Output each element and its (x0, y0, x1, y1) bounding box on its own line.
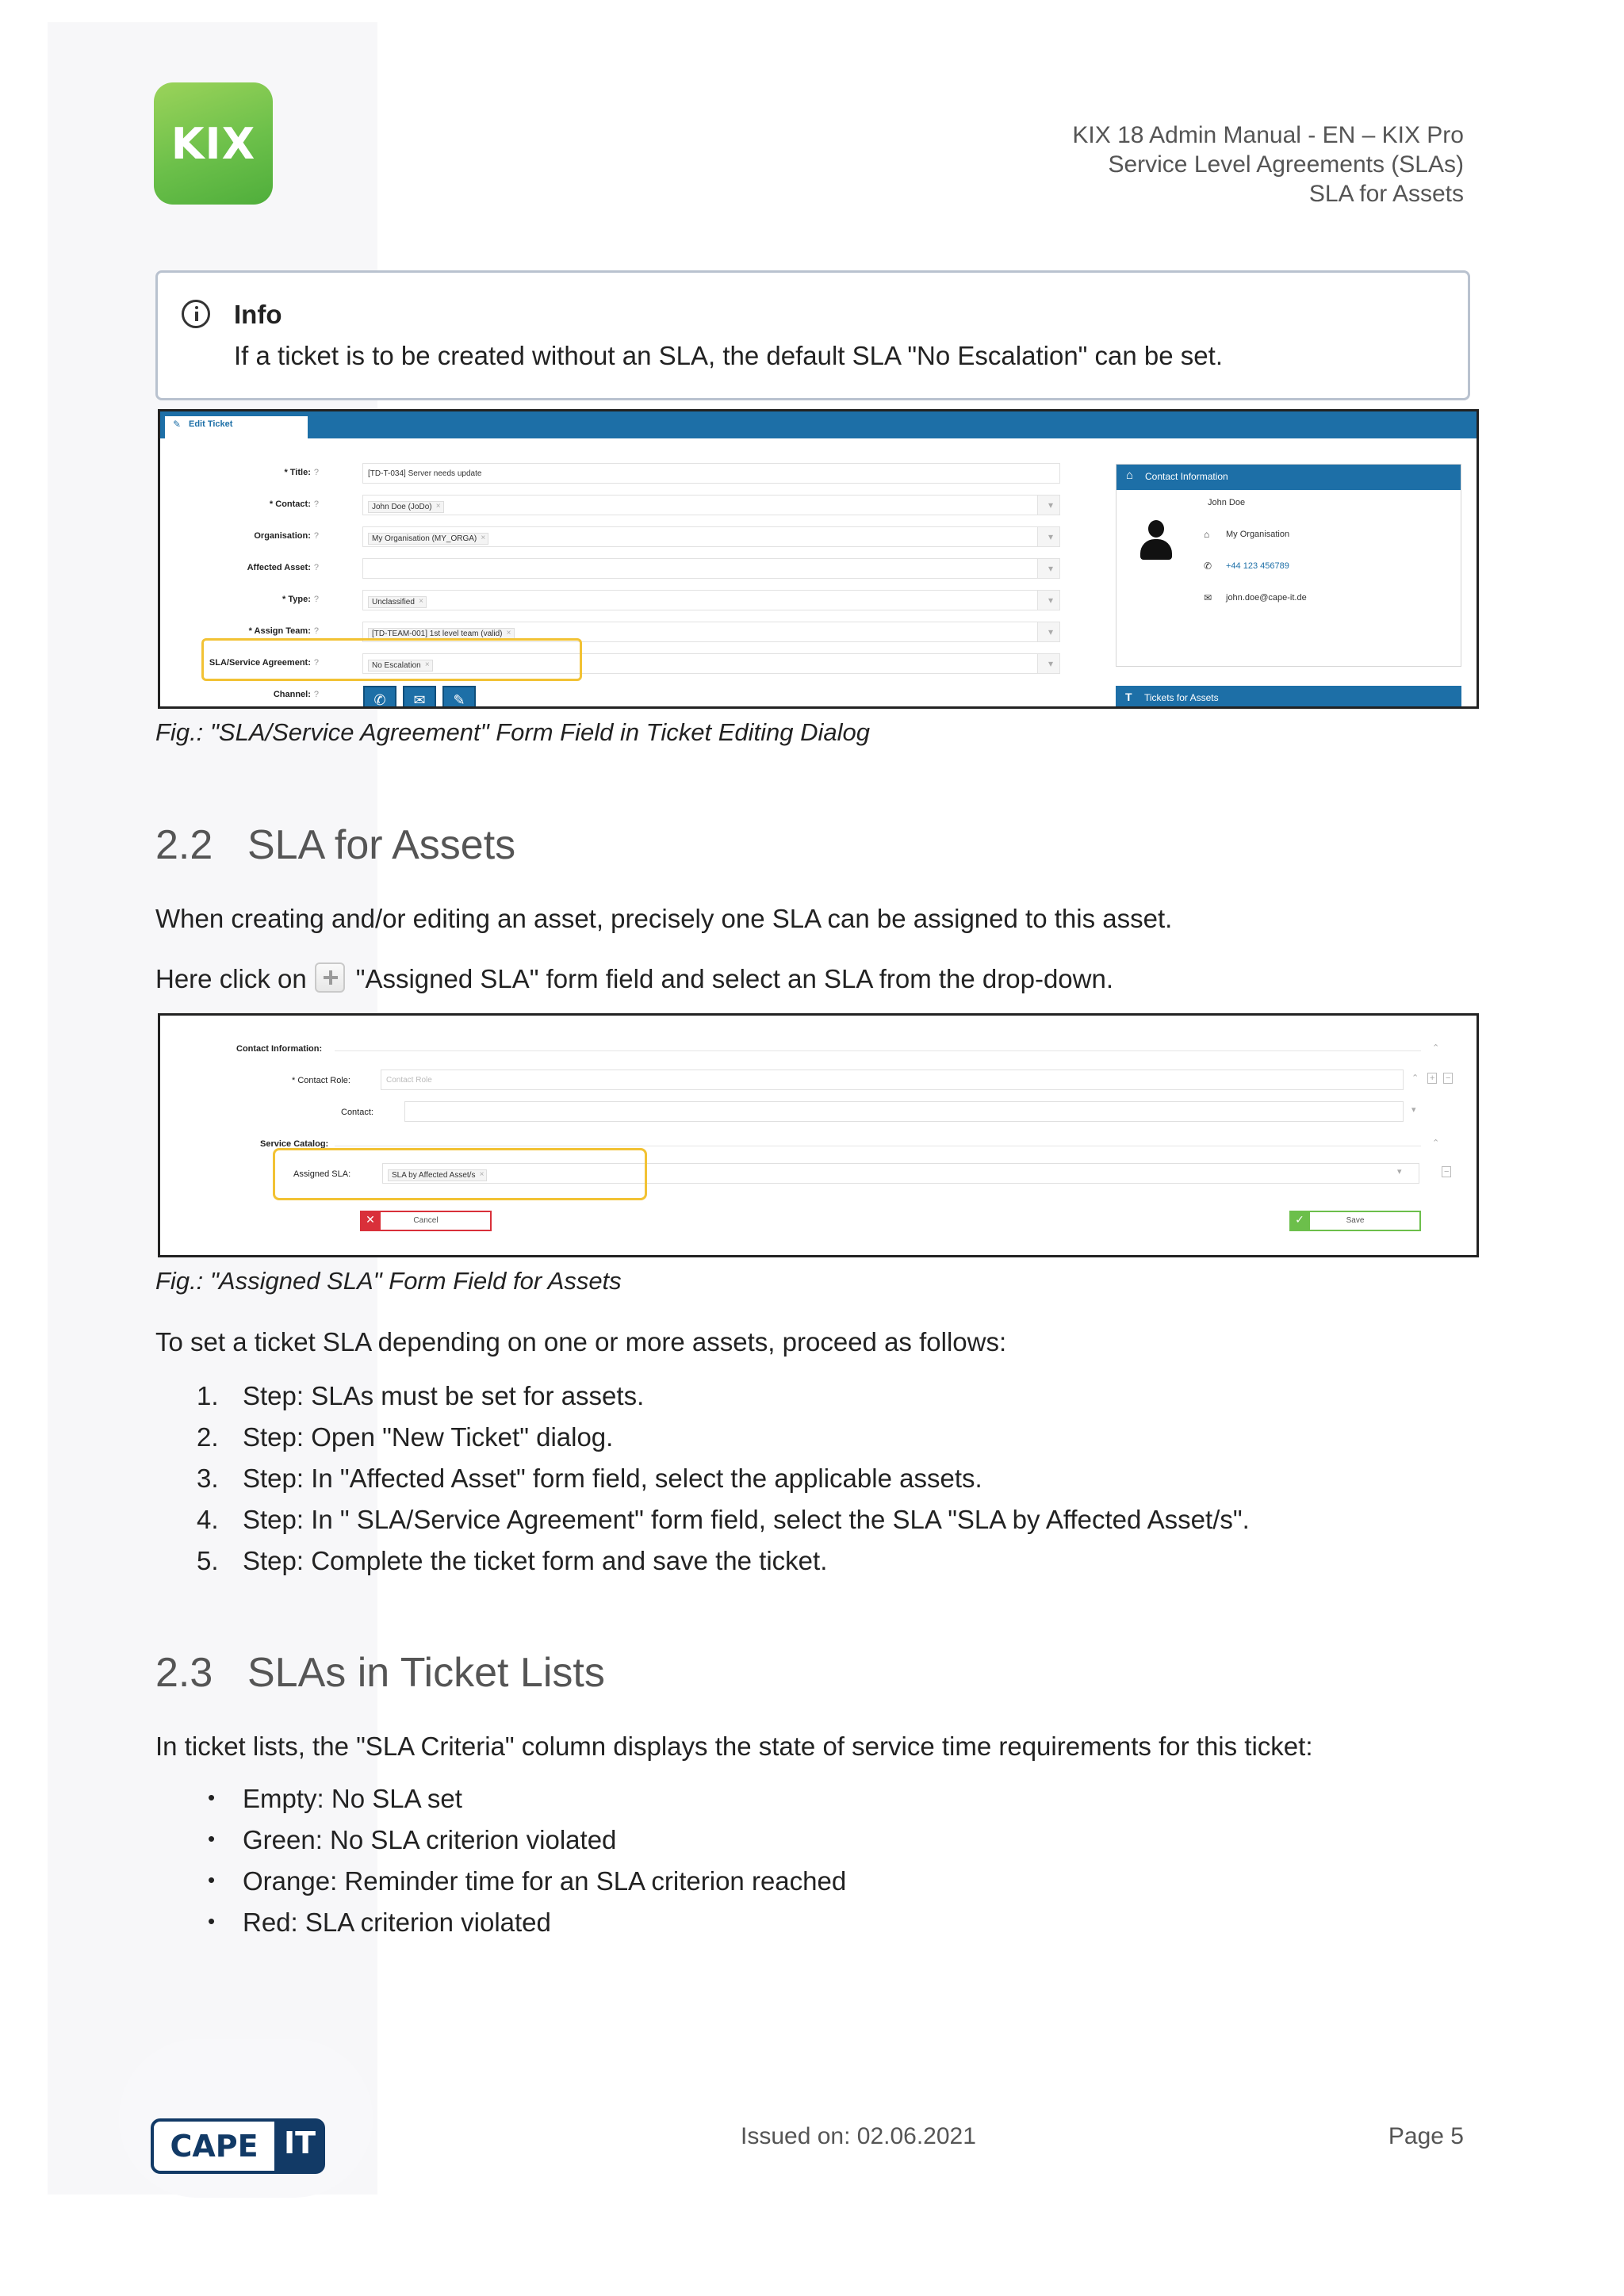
contact-role-input[interactable]: Contact Role (381, 1070, 1404, 1090)
tickets-for-assets-panel[interactable]: T Tickets for Assets (1116, 686, 1461, 709)
field-label: * Assign Team: (248, 626, 311, 636)
help-icon: ? (313, 626, 319, 636)
title-input[interactable]: [TD-T-034] Server needs update (362, 463, 1060, 484)
list-item: 4. Step: In " SLA/Service Agreement" form field, select the SLA "SLA by Affected Asset/s". (197, 1505, 1250, 1534)
form-row-contact (160, 494, 1112, 518)
steps-list (197, 1381, 1250, 1587)
contact-name: John Doe (1208, 498, 1246, 507)
contact-phone[interactable]: +44 123 456789 (1226, 561, 1289, 571)
section-number: 2.3 (155, 1650, 213, 1696)
cape-it-logo: CAPE IT (151, 2118, 325, 2174)
collapse-icon[interactable]: ⌃ (1432, 1043, 1440, 1053)
list-item: 2. Step: Open "New Ticket" dialog. (197, 1422, 614, 1452)
home-icon: ⌂ (1204, 529, 1210, 540)
contact-label: Contact: (341, 1108, 373, 1117)
form-row-affected-asset (160, 557, 1112, 581)
form-row-channel (160, 684, 1112, 708)
assigned-sla-highlight (273, 1148, 647, 1200)
info-text: If a ticket is to be created without an SLA, the default SLA "No Escalation" can be set. (234, 341, 1223, 370)
list-item: 3. Step: In "Affected Asset" form field, select the applicable assets. (197, 1464, 982, 1493)
header-line-2: Service Level Agreements (SLAs) (1108, 151, 1464, 178)
info-box (155, 270, 1470, 400)
help-icon: ? (313, 531, 319, 541)
contact-information-label: Contact Information: (236, 1044, 323, 1054)
field-label: Affected Asset: (247, 563, 311, 572)
sla-field-highlight (201, 638, 582, 681)
contact-input[interactable] (404, 1101, 1404, 1122)
person-icon (1139, 520, 1174, 563)
kix-logo: KIX (154, 82, 273, 205)
contact-panel-title: ⌂ Contact Information (1116, 465, 1461, 490)
organisation-select[interactable] (362, 526, 1060, 547)
dialog-tab-bar (160, 411, 1477, 438)
field-label: * Type: (282, 595, 311, 604)
check-icon: ✓ (1289, 1211, 1310, 1231)
assigned-sla-chip[interactable]: SLA by Affected Asset/s × (388, 1169, 487, 1181)
collapse-icon[interactable]: ⌃ (1432, 1138, 1440, 1148)
affected-asset-select[interactable] (362, 558, 1060, 579)
section-title: SLAs in Ticket Lists (247, 1650, 605, 1696)
plus-icon (315, 962, 345, 993)
cancel-button[interactable]: ✕ Cancel (360, 1211, 492, 1231)
tab-edit-ticket[interactable]: ✎ Edit Ticket (165, 416, 308, 438)
list-item: 5. Step: Complete the ticket form and save the ticket. (197, 1546, 828, 1575)
issued-date: Issued on: 02.06.2021 (741, 2123, 976, 2149)
section23-paragraph: In ticket lists, the "SLA Criteria" column displays the state of service time requirements for this ticket: (155, 1732, 1313, 1761)
save-button[interactable]: ✓ Save (1289, 1211, 1421, 1231)
contact-select[interactable] (362, 495, 1060, 515)
field-label: Organisation: (254, 531, 311, 541)
service-catalog-label: Service Catalog: (260, 1139, 329, 1149)
section-2-2-heading (155, 821, 515, 869)
edit-ticket-screenshot (158, 409, 1479, 709)
section-number: 2.2 (155, 822, 213, 868)
assigned-sla-label: Assigned SLA: (293, 1169, 351, 1179)
contact-email[interactable]: john.doe@cape-it.de (1226, 593, 1307, 603)
chevron-down-icon[interactable]: ▾ (1411, 1105, 1416, 1115)
form-row-type (160, 589, 1112, 613)
form-row-title (160, 462, 1112, 486)
field-label: * Contact: (269, 499, 311, 509)
field-label: SLA/Service Agreement: (209, 658, 311, 668)
email-icon: ✉ (1204, 592, 1212, 603)
sla-criteria-list (208, 1784, 846, 1949)
header-line-1: KIX 18 Admin Manual - EN – KIX Pro (1072, 122, 1464, 148)
steps-intro: To set a ticket SLA depending on one or more assets, proceed as follows: (155, 1327, 1007, 1357)
help-icon: ? (313, 658, 319, 668)
figure2-caption: Fig.: "Assigned SLA" Form Field for Assets (155, 1267, 622, 1295)
field-label: Channel: (273, 690, 311, 699)
contact-information-panel (1116, 464, 1461, 667)
chevron-down-icon[interactable]: ▾ (1397, 1167, 1402, 1177)
header-line-3: SLA for Assets (1308, 181, 1464, 207)
help-icon: ? (313, 690, 319, 699)
list-item: • Green: No SLA criterion violated (208, 1825, 846, 1866)
section22-paragraph-1: When creating and/or editing an asset, precisely one SLA can be assigned to this asset. (155, 904, 1173, 933)
remove-icon[interactable]: − (1442, 1166, 1451, 1177)
list-item: 1. Step: SLAs must be set for assets. (197, 1381, 645, 1410)
assigned-sla-screenshot (158, 1013, 1479, 1257)
list-item: • Orange: Reminder time for an SLA criterion reached (208, 1866, 846, 1908)
page-number: Page 5 (1388, 2123, 1464, 2149)
channel-phone-button[interactable]: ✆ (363, 686, 396, 709)
form-row-organisation (160, 526, 1112, 549)
contact-chip[interactable]: John Doe (JoDo) × (368, 501, 444, 513)
cancel-icon: ✕ (360, 1211, 381, 1231)
help-icon: ? (313, 595, 319, 604)
collapse-icon[interactable]: ⌃ (1411, 1073, 1419, 1083)
list-item: • Red: SLA criterion violated (208, 1908, 846, 1949)
section22-paragraph-2: Here click on "Assigned SLA" form field and select an SLA from the drop-down. (155, 964, 1114, 993)
field-label: * Title: (284, 468, 311, 477)
channel-note-button[interactable]: ✎ (442, 686, 476, 709)
type-chip[interactable]: Unclassified × (368, 596, 427, 608)
team-chip[interactable]: [TD-TEAM-001] 1st level team (valid) × (368, 628, 515, 640)
info-icon (182, 300, 210, 328)
help-icon: ? (313, 468, 319, 477)
list-item: • Empty: No SLA set (208, 1784, 846, 1825)
section-title: SLA for Assets (247, 822, 516, 868)
phone-icon: ✆ (1204, 561, 1212, 572)
help-icon: ? (313, 499, 319, 509)
add-icon[interactable]: + (1427, 1073, 1437, 1084)
type-select[interactable] (362, 590, 1060, 610)
help-icon: ? (313, 563, 319, 572)
section-2-3-heading (155, 1649, 605, 1697)
organisation-chip[interactable]: My Organisation (MY_ORGA) × (368, 533, 488, 545)
figure1-caption: Fig.: "SLA/Service Agreement" Form Field in Ticket Editing Dialog (155, 718, 870, 746)
contact-organisation[interactable]: My Organisation (1226, 530, 1290, 539)
sla-chip[interactable]: No Escalation × (368, 660, 433, 672)
channel-email-button[interactable]: ✉ (403, 686, 436, 709)
document-header (1072, 121, 1464, 209)
contact-role-label: * Contact Role: (292, 1076, 350, 1085)
info-title: Info (234, 300, 282, 329)
remove-icon[interactable]: − (1443, 1073, 1453, 1084)
